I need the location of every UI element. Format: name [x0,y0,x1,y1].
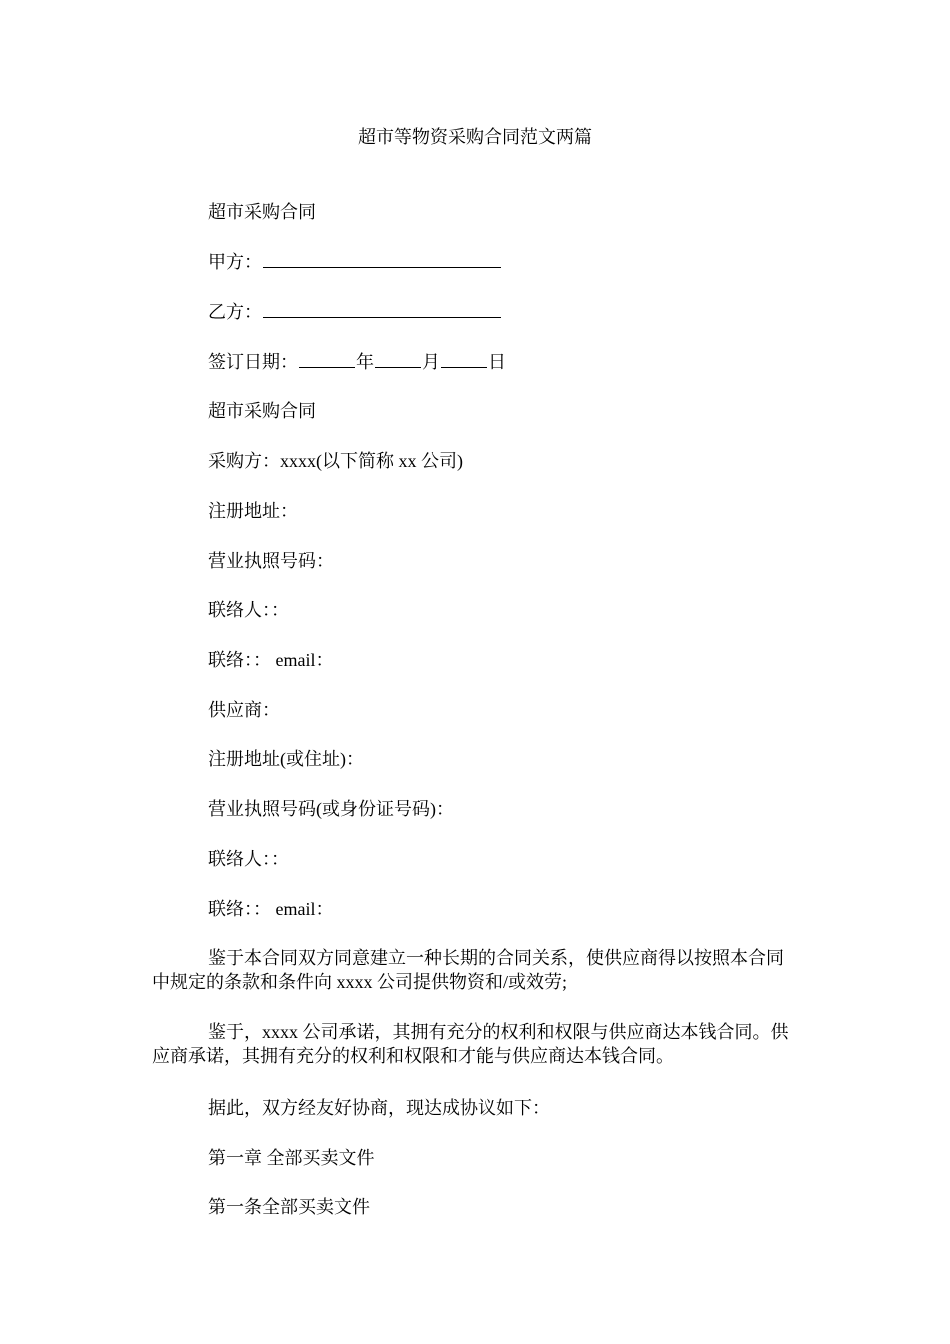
supplier-license-line: 营业执照号码(或身份证号码)： [208,799,454,819]
contact-email-line: 联络：： email： [208,650,334,670]
whereas-paragraph-2 [152,1020,792,1068]
contract-heading-2: 超市采购合同 [208,401,316,421]
year-label: 年 [356,352,374,372]
whereas-paragraph-2-text: 鉴于，xxxx 公司承诺，其拥有充分的权利和权限与供应商达本钱合同。供应商承诺，其拥有充分的权利和权限和才能与供应商达本钱合同。 [152,1022,789,1066]
day-label: 日 [488,352,506,372]
party-b-label: 乙方： [208,302,262,322]
agreement-line: 据此，双方经友好协商，现达成协议如下： [208,1098,550,1118]
supplier-email-line: 联络：： email： [208,899,334,919]
article-heading: 第一条全部买卖文件 [208,1197,370,1217]
party-a-line [208,249,502,275]
supplier-contact-line: 联络人：： [208,849,289,869]
contact-person-line: 联络人：： [208,600,289,620]
party-b-blank [263,299,501,318]
sign-date-line [208,349,506,375]
whereas-paragraph-1 [152,946,792,994]
whereas-paragraph-1-text: 鉴于本合同双方同意建立一种长期的合同关系，使供应商得以按照本合同中规定的条款和条件向 xxxx 公司提供物资和/或效劳; [152,948,784,992]
year-blank [299,349,355,368]
reg-address-line: 注册地址： [208,501,298,521]
contract-heading: 超市采购合同 [208,202,316,222]
chapter-heading: 第一章 全部买卖文件 [208,1148,375,1168]
supplier-address-line: 注册地址(或住址)： [208,749,364,769]
supplier-line: 供应商： [208,700,280,720]
buyer-line: 采购方：xxxx(以下简称 xx 公司) [208,451,463,471]
party-a-label: 甲方： [208,252,262,272]
month-label: 月 [422,352,440,372]
document-title: 超市等物资采购合同范文两篇 [358,127,592,147]
day-blank [441,349,487,368]
month-blank [375,349,421,368]
license-no-line: 营业执照号码： [208,551,334,571]
sign-date-label: 签订日期： [208,352,298,372]
party-b-line [208,299,502,325]
party-a-blank [263,249,501,268]
